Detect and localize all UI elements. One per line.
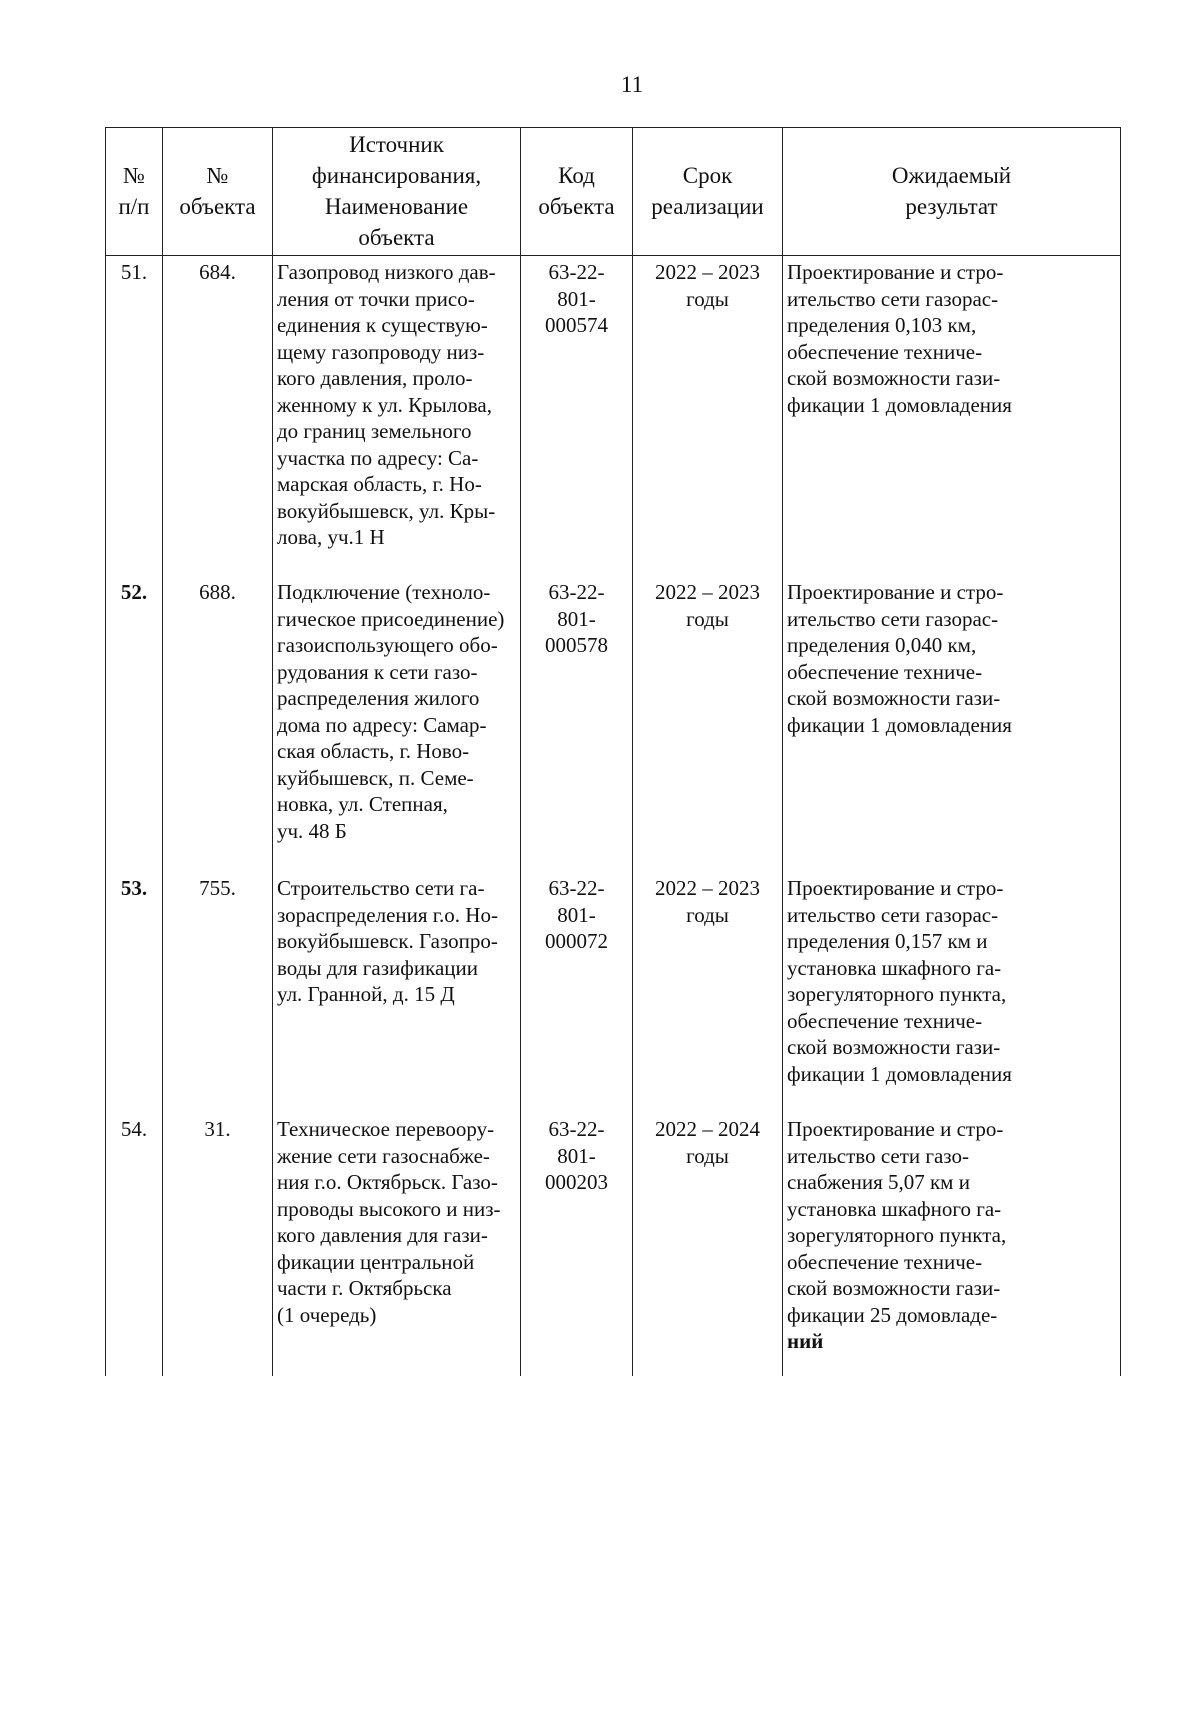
implementation-term: 2022 – 2023 годы (633, 256, 783, 577)
header-code: Код объекта (521, 128, 633, 256)
object-code: 63-22- 801- 000578 (521, 576, 633, 872)
table-row (106, 576, 1121, 872)
object-number: 684. (163, 256, 273, 577)
object-name: Газопровод низкого дав- ления от точки присо- единения к существую- щему газопроводу низ- кого давления, проло- женному к ул. Крылова, до границ земельного участка по адресу: Са- марская область, г. Но- вокуйбышевск, ул. Кры- лова, уч.1 Н (273, 256, 521, 577)
expected-result: Проектирование и стро- ительство сети газо- снабжения 5,07 км и установка шкафного га- зорегуляторного пункта, обеспечение техниче- ской возможности гази- фикации 25 домовладе- ний (783, 1113, 1121, 1376)
table-header-row (106, 128, 1121, 256)
table-row (106, 256, 1121, 577)
object-code: 63-22- 801- 000072 (521, 872, 633, 1113)
object-number: 31. (163, 1113, 273, 1376)
implementation-term: 2022 – 2024 годы (633, 1113, 783, 1376)
table-row (106, 872, 1121, 1113)
row-number: 54. (106, 1113, 163, 1376)
object-number: 755. (163, 872, 273, 1113)
header-num: № п/п (106, 128, 163, 256)
object-name: Подключение (техноло- гическое присоединение) газоиспользующего обо- рудования к сети газо- распределения жилого дома по адресу: Самар- ская область, г. Ново- куйбышевск, п. Семе- новка, ул. Степная, уч. 48 Б (273, 576, 521, 872)
object-name: Техническое перевоору- жение сети газоснабже- ния г.о. Октябрьск. Газо- проводы высокого и низ- кого давления для гази- фикации центральной части г. Октябрьска (1 очередь) (273, 1113, 521, 1376)
header-object-number: № объекта (163, 128, 273, 256)
object-number: 688. (163, 576, 273, 872)
header-name: Источник финансирования, Наименование объекта (273, 128, 521, 256)
objects-table (105, 127, 1121, 1376)
implementation-term: 2022 – 2023 годы (633, 576, 783, 872)
object-code: 63-22- 801- 000574 (521, 256, 633, 577)
object-code: 63-22- 801- 000203 (521, 1113, 633, 1376)
row-number: 51. (106, 256, 163, 577)
expected-result: Проектирование и стро- ительство сети газорас- пределения 0,040 км, обеспечение техниче- ской возможности гази- фикации 1 домовладения (783, 576, 1121, 872)
header-term: Срок реализации (633, 128, 783, 256)
implementation-term: 2022 – 2023 годы (633, 872, 783, 1113)
table-row (106, 1113, 1121, 1376)
expected-result: Проектирование и стро- ительство сети газорас- пределения 0,103 км, обеспечение техниче- ской возможности гази- фикации 1 домовладения (783, 256, 1121, 577)
page-number: 11 (620, 72, 644, 97)
header-result: Ожидаемый результат (783, 128, 1121, 256)
expected-result: Проектирование и стро- ительство сети газорас- пределения 0,157 км и установка шкафного га- зорегуляторного пункта, обеспечение техниче- ской возможности гази- фикации 1 домовладения (783, 872, 1121, 1113)
row-number: 53. (106, 872, 163, 1113)
row-number: 52. (106, 576, 163, 872)
object-name: Строительство сети га- зораспределения г.о. Но- вокуйбышевск. Газопро- воды для газификации ул. Гранной, д. 15 Д (273, 872, 521, 1113)
